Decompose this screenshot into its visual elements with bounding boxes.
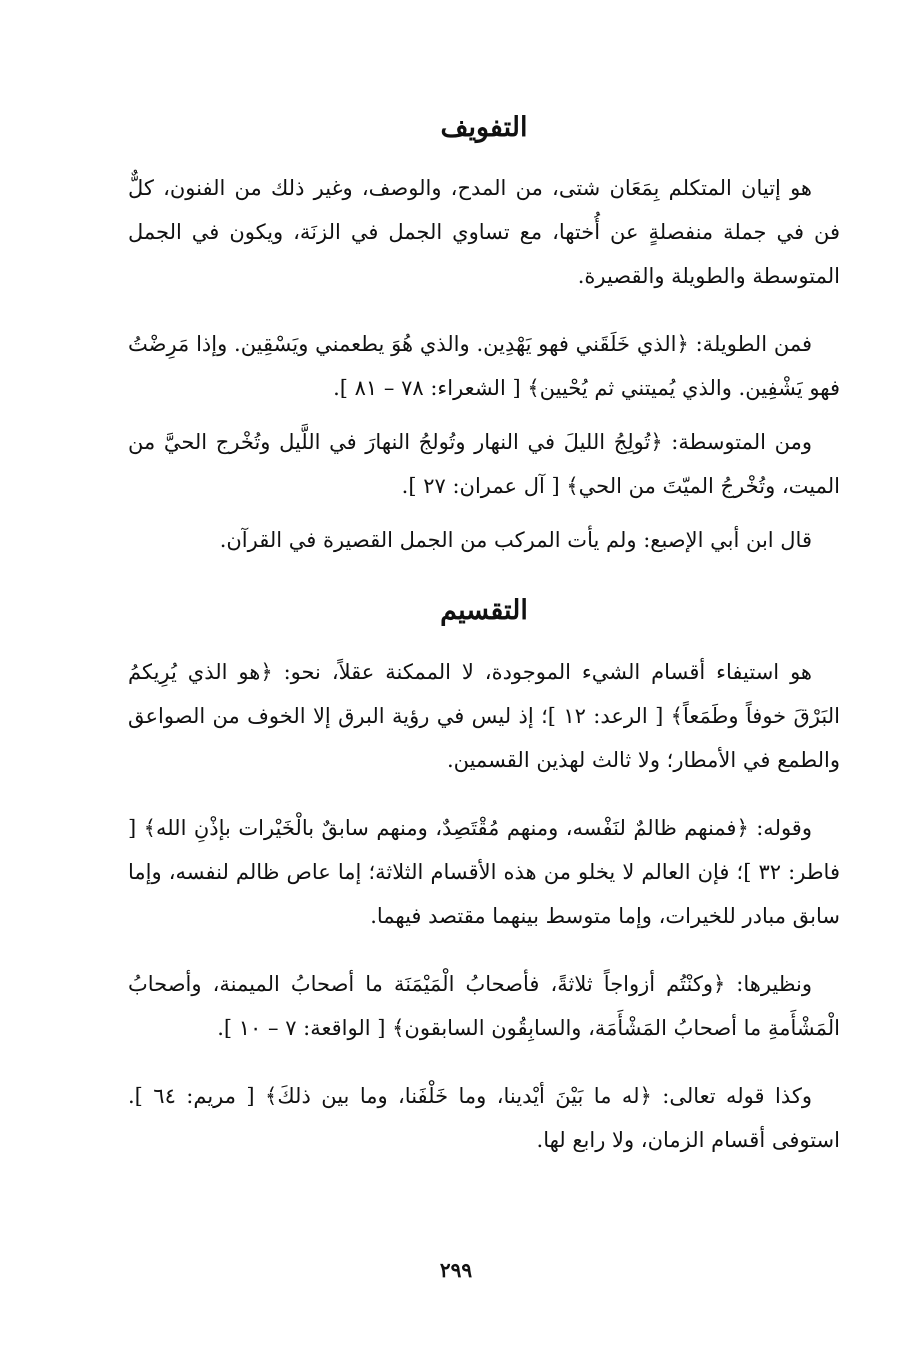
paragraph-tafwif-definition: هو إتيان المتكلم بِمَعَان شتى، من المدح، والوصف، وغير ذلك من الفنون، كلٌّ فن في جملة منفصلةٍ عن أُختها، مع تساوي الجمل في الزنَة، ويكون في الجمل المتوسطة والطويلة والقصيرة. <box>128 176 840 288</box>
paragraph-medium-example: ومن المتوسطة: ﴿تُولِجُ الليلَ في النهار وتُولجُ النهارَ في اللَّيل وتُخْرج الحيَّ من الميت، وتُخْرجُ الميّتَ من الحي﴾ [ آل عمران: ٢٧ ]. <box>128 430 840 498</box>
paragraph-taqsim-definition: هو استيفاء أقسام الشيء الموجودة، لا الممكنة عقلاً، نحو: ﴿هو الذي يُرِيكمُ البَرْقَ خوفاً وطَمَعاً﴾ [ الرعد: ١٢ ]؛ إذ ليس في رؤية البرق إلا الخوف من الصواعق والطمع في الأمطار؛ ولا ثالث لهذين القسمين. <box>128 660 840 772</box>
section-title-tafwif: التفويف <box>440 112 528 143</box>
paragraph-maryam-example: وكذا قوله تعالى: ﴿له ما بَيْنَ أيْدينا، وما خَلْفَنا، وما بين ذلكَ﴾ [ مريم: ٦٤ ]. استوفى أقسام الزمان، ولا رابع لها. <box>128 1084 840 1152</box>
page-number: ٢٩٩ <box>439 1258 473 1282</box>
page-body <box>128 100 840 1162</box>
paragraph-waqia-example: ونظيرها: ﴿وكنْتُم أزواجاً ثلاثةً، فأصحابُ الْمَيْمَنَة ما أصحابُ الميمنة، وأصحابُ الْمَشْأَمةِ ما أصحابُ المَشْأَمَة، والسابِقُون السابقون﴾ [ الواقعة: ٧ – ١٠ ]. <box>128 972 840 1040</box>
paragraph-long-example: فمن الطويلة: ﴿الذي خَلَقَني فهو يَهْدِين. والذي هُوَ يطعمني ويَسْقِين. وإذا مَرِضْتُ فهو يَشْفِين. والذي يُميتني ثم يُحْيين﴾ [ الشعراء: ٧٨ – ٨١ ]. <box>128 332 840 400</box>
section-title-taqsim: التقسيم <box>440 595 528 626</box>
paragraph-short-note: قال ابن أبي الإصبع: ولم يأت المركب من الجمل القصيرة في القرآن. <box>219 528 812 552</box>
paragraph-fatir-example: وقوله: ﴿فمنهم ظالمٌ لنَفْسه، ومنهم مُقْتَصِدٌ، ومنهم سابقٌ بالْخَيْرات بإذْنِ الله﴾ [ فاطر: ٣٢ ]؛ فإن العالم لا يخلو من هذه الأقسام الثلاثة؛ إما عاص ظالم لنفسه، وإما سابق مبادر للخيرات، وإما متوسط بينهما مقتصد فيهما. <box>128 816 840 928</box>
